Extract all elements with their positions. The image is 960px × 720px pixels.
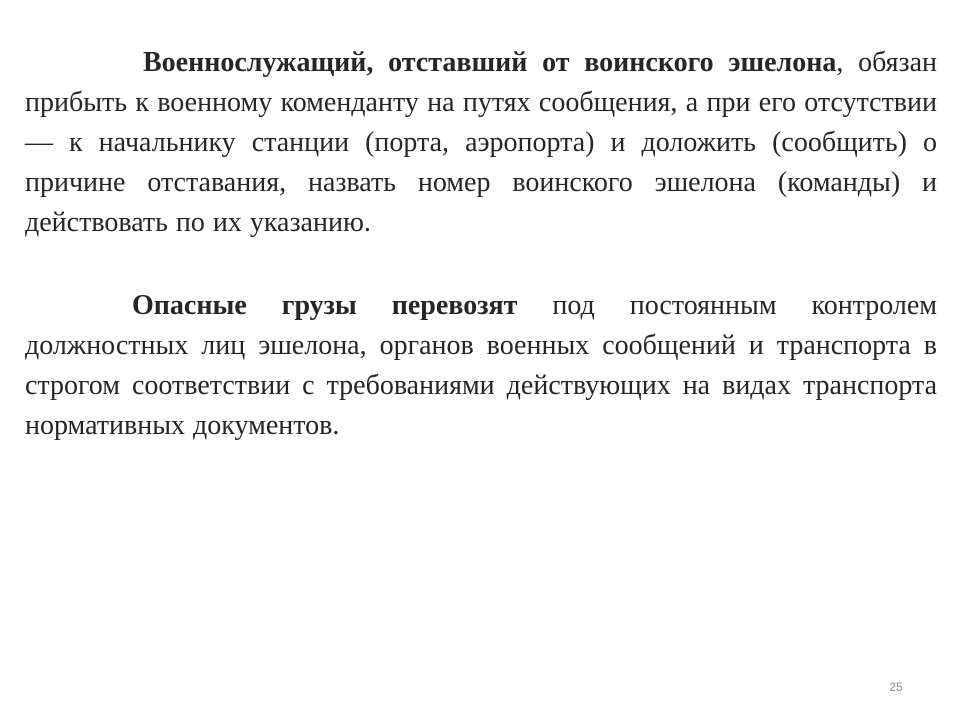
- paragraph-1-lead: Военнослужащий, отставший от воинского эшелона: [143, 47, 837, 78]
- slide-number: 25: [889, 680, 903, 694]
- paragraph-lagging-serviceman: [25, 43, 937, 243]
- paragraph-2-lead: Опасные грузы перевозят: [132, 290, 518, 321]
- paragraph-1-body: , обязан прибыть к военному коменданту на путях сообщения, а при его отсутствии — к начальнику станции (порта, аэропорта) и доложить (сообщить) о причине отставания, назвать номер воинского эшелона (команды) и действовать по их указанию.: [25, 47, 937, 238]
- paragraph-2-body: под постоянным контролем должностных лиц эшелона, органов военных сообщений и транспорта в строгом соответствии с требованиями действующих на видах транспорта нормативных документов.: [25, 290, 938, 441]
- paragraph-dangerous-cargo: [25, 286, 937, 446]
